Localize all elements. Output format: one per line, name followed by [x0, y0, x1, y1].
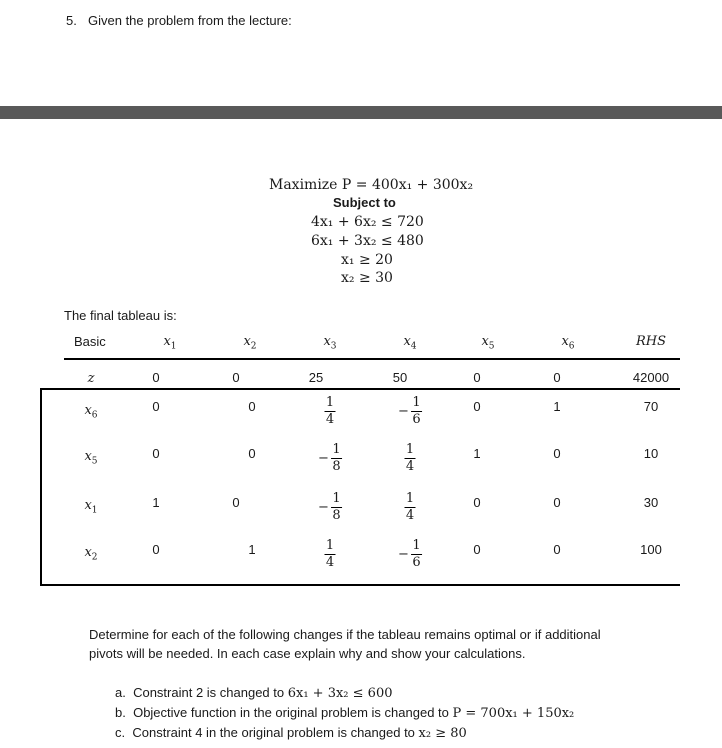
header-basic: Basic [74, 334, 106, 349]
instructions-line-2: pivots will be needed. In each case explain why and show your calculations. [89, 646, 526, 661]
row2-rhs: 10 [643, 446, 659, 461]
part-c-math: x₂ ≥ 80 [418, 726, 467, 741]
header-x6: $x_6$ [561, 334, 575, 352]
box-top [40, 388, 680, 390]
basic-x1: $x_1$ [84, 498, 98, 516]
tableau-intro: The final tableau is: [64, 308, 177, 323]
numerator: 1 [412, 538, 421, 553]
z-value-x5: 0 [473, 370, 481, 385]
z-value-x4: 50 [392, 370, 408, 385]
part-b-label: b. [115, 705, 126, 720]
denominator: 4 [405, 508, 415, 523]
page-divider [0, 106, 722, 119]
row3-x4-fraction [405, 492, 416, 523]
row2-x3-fraction [318, 443, 342, 474]
box-bottom [40, 584, 680, 586]
z-row-label: z [87, 371, 95, 386]
minus-sign: − [318, 500, 329, 515]
denominator: 4 [405, 459, 415, 474]
row1-x2: 0 [248, 399, 256, 414]
numerator: 1 [405, 442, 415, 457]
part-b-text: Objective function in the original problem is changed to [133, 705, 453, 720]
row4-rhs: 100 [640, 542, 662, 557]
numerator: 1 [325, 395, 335, 410]
question-number: 5. [66, 13, 77, 28]
part-a-text: Constraint 2 is changed to [133, 685, 288, 700]
part-c-text: Constraint 4 in the original problem is changed to [132, 725, 419, 740]
constraint-1: 4x₁ + 6x₂ ≤ 720 [311, 214, 424, 230]
row4-x1: 0 [152, 542, 160, 557]
part-c [115, 725, 467, 741]
basic-x5: $x_5$ [84, 449, 98, 467]
row4-x4-fraction [398, 539, 422, 570]
row3-x2: 0 [232, 495, 240, 510]
row2-x2: 0 [248, 446, 256, 461]
question-text: Given the problem from the lecture: [88, 13, 292, 28]
basic-x6: $x_6$ [84, 403, 98, 421]
header-x3: $x_3$ [323, 334, 337, 352]
row4-x3-fraction [325, 539, 336, 570]
header-x5: $x_5$ [481, 334, 495, 352]
header-x4: $x_4$ [403, 334, 417, 352]
objective-function [269, 177, 473, 193]
denominator: 4 [325, 555, 335, 570]
denominator: 8 [332, 508, 341, 523]
part-a-label: a. [115, 685, 126, 700]
subject-to-label: Subject to [333, 195, 396, 210]
row1-x5: 0 [473, 399, 481, 414]
part-b [115, 705, 574, 721]
constraint-3: x₁ ≥ 20 [341, 252, 393, 268]
box-left [40, 388, 42, 586]
header-x1: $x_1$ [163, 334, 177, 352]
row1-x4-fraction [398, 396, 422, 427]
instructions-line-1: Determine for each of the following changes if the tableau remains optimal or if additional [89, 627, 601, 642]
minus-sign: − [398, 404, 409, 419]
row3-x1: 1 [152, 495, 160, 510]
row1-x1: 0 [152, 399, 160, 414]
header-rule [64, 358, 680, 360]
row2-x1: 0 [152, 446, 160, 461]
part-a [115, 685, 393, 701]
denominator: 6 [412, 555, 421, 570]
header-x2: $x_2$ [243, 334, 257, 352]
constraint-4: x₂ ≥ 30 [341, 270, 393, 286]
minus-sign: − [398, 547, 409, 562]
row3-rhs: 30 [643, 495, 659, 510]
part-b-math: P = 700x₁ + 150x₂ [452, 706, 575, 721]
basic-x2: $x_2$ [84, 545, 98, 563]
numerator: 1 [332, 491, 341, 506]
numerator: 1 [405, 491, 415, 506]
z-value-x1: 0 [152, 370, 160, 385]
row4-x6: 0 [553, 542, 561, 557]
row2-x6: 0 [553, 446, 561, 461]
numerator: 1 [325, 538, 335, 553]
row1-x3-fraction [325, 396, 336, 427]
denominator: 6 [412, 412, 421, 427]
denominator: 8 [332, 459, 341, 474]
row3-x3-fraction [318, 492, 342, 523]
numerator: 1 [332, 442, 341, 457]
row1-x6: 1 [553, 399, 561, 414]
row4-x2: 1 [248, 542, 256, 557]
part-a-math: 6x₁ + 3x₂ ≤ 600 [287, 686, 393, 701]
row1-rhs: 70 [643, 399, 659, 414]
row2-x5: 1 [473, 446, 481, 461]
z-value-rhs: 42000 [632, 370, 670, 385]
row3-x6: 0 [553, 495, 561, 510]
z-value-x3: 25 [308, 370, 324, 385]
row3-x5: 0 [473, 495, 481, 510]
numerator: 1 [412, 395, 421, 410]
constraint-2: 6x₁ + 3x₂ ≤ 480 [311, 233, 424, 249]
part-c-label: c. [115, 725, 126, 740]
header-rhs: RHS [635, 334, 667, 349]
z-value-x2: 0 [232, 370, 240, 385]
denominator: 4 [325, 412, 335, 427]
minus-sign: − [318, 451, 329, 466]
row2-x4-fraction [405, 443, 416, 474]
z-value-x6: 0 [553, 370, 561, 385]
row4-x5: 0 [473, 542, 481, 557]
objective-text: Maximize P = 400x₁ + 300x₂ [269, 177, 474, 193]
